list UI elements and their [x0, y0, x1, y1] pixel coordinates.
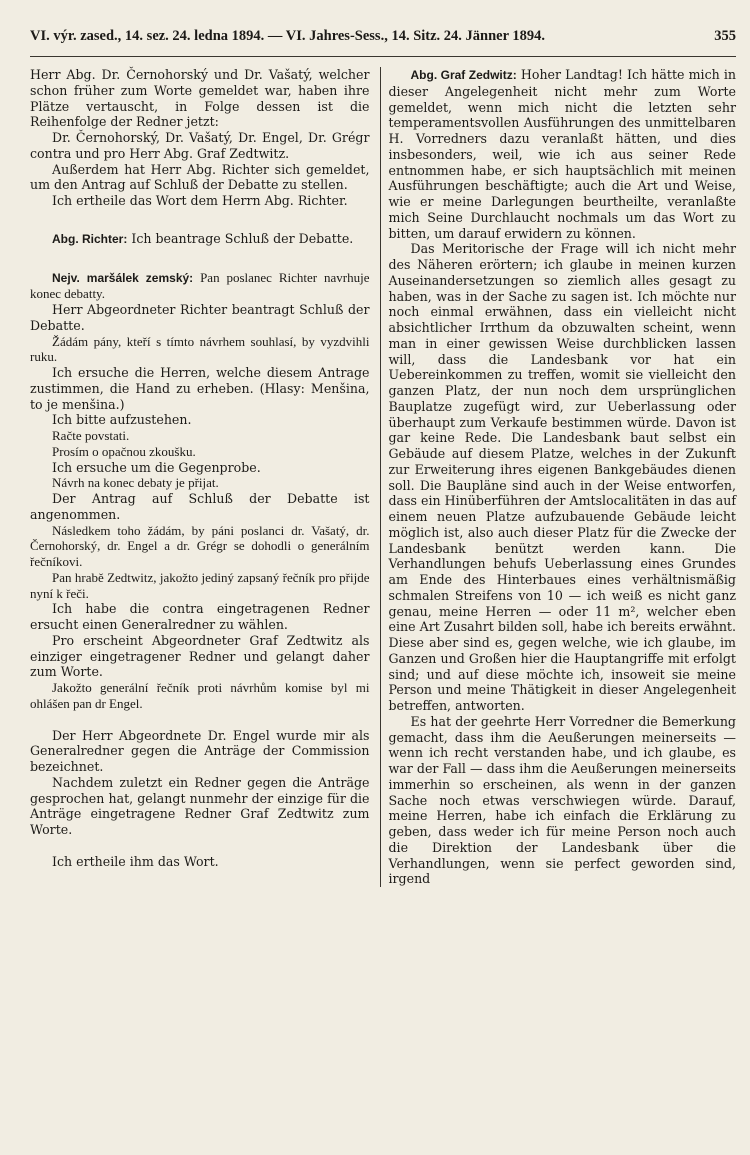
paragraph: Pan hrabě Zedtwitz, jakožto jediný zapsaný řečník pro přijde nyní k řeči. — [30, 569, 370, 601]
paragraph: Ich ertheile ihm das Wort. — [52, 853, 219, 869]
paragraph: Jakožto generální řečník proti návrhům komise byl mi ohlášen pan dr Engel. — [30, 680, 370, 711]
paragraph: Abg. Graf Zedwitz: Hoher Landtag! Ich hätte mich in dieser Angelegenheit nicht mehr zum Worte gemeldet, wenn mich nicht die letzten sehr temperamentsvollen Ausführungen des unmittelbaren H. Vorredners dazu veranlaßt hätten, und dies insbesonders, weil, wie ich aus seiner Rede entnommen habe, er sich hauptsächlich mit meinen Ausführungen beschäftigte; auch die Art und Weise, wie er meine Darlegungen beurtheilte, veranlaßte mich Seine Durchlaucht nochmals um das Wort zu bitten, um darauf erwidern zu können. — [388, 67, 736, 241]
running-header — [30, 28, 736, 50]
paragraph: Der Antrag auf Schluß der Debatte ist angenommen. — [30, 491, 370, 522]
paragraph: Abg. Richter: Ich beantrage Schluß der Debatte. — [52, 230, 354, 246]
speaker-name: Nejv. maršálek zemský: — [52, 270, 194, 285]
speaker-name: Abg. Graf Zedwitz: — [410, 68, 517, 82]
paragraph: Nejv. maršálek zemský: Pan poslanec Richter navrhuje konec debatty. — [30, 269, 370, 302]
paragraph: Dr. Černohorský, Dr. Vašatý, Dr. Engel, Dr. Grégr contra und pro Herr Abg. Graf Zedtwitz. — [30, 130, 370, 161]
paragraph: Das Meritorische der Frage will ich nicht mehr des Näheren erörtern; ich glaube in meinen kurzen Auseinandersetzungen so ziemlich alles gesagt zu haben, was in der Sache zu sagen ist. Ich möchte nur noch einmal erwähnen, dass ein vielleicht nicht absichtlicher Irrthum da obzuwalten scheint, wenn man in einer gewissen Weise durchblicken lassen will, dass die Landesbank vor hat ein Uebereinkommen zu treffen, womit sie vielleicht den ganzen Platz, der nun noch dem ursprünglichen Bauplatze zugefügt wird, zur Ueberlassung oder überhaupt zum Verkaufe bestimmen würde. Davon ist gar keine Rede. Die Landesbank baut selbst ein Gebäude auf diesem Platze, welches in der Zukunft zur Erweiterung ihres eigenen Bankgebäudes dienen soll. Die Baupläne sind auch in der Weise entworfen, dass ein Hinüberführen der Amtslocalitäten in das auf einem neuen Platze aufzubauende Gebäude leicht möglich ist, also auch dieser Platz für die Zwecke der Landesbank benützt werden kann. Die Verhandlungen behufs Ueberlassung eines Grundes am Ende des Hinterbaues eines verhältnismäßig schmalen Streifens von 10 — ich weiß es nicht ganz genau, meine Herren — oder 11 m², welcher eben eine Art Zusahrt bilden soll, habe ich bereits erwähnt. Diese aber sind es, gegen welche, wie ich glaube, im Ganzen und Großen hier die Hauptangriffe mit erfolgt sind; und auf diese möchte ich, insoweit sie meine Person und meine Thätigkeit in dieser Angelegenheit betreffen, antworten. — [388, 241, 736, 713]
paragraph: Außerdem hat Herr Abg. Richter sich gemeldet, um den Antrag auf Schluß der Debatte zu stellen. — [30, 161, 370, 193]
paragraph: Herr Abgeordneter Richter beantragt Schluß der Debatte. — [30, 302, 370, 333]
paragraph: Prosím o opačnou zkoušku. — [52, 443, 196, 459]
paragraph: Ich ersuche die Herren, welche diesem Antrage zustimmen, die Hand zu erheben. (Hlasy: Menšina, to je menšina.) — [30, 365, 370, 412]
paragraph: Der Herr Abgeordnete Dr. Engel wurde mir als Generalredner gegen die Anträge der Commission bezeichnet. — [30, 727, 370, 774]
paragraph: Herr Abg. Dr. Černohorský und Dr. Vašatý, welcher schon früher zum Worte gemeldet war, haben ihre Plätze vertauscht, in Folge dessen ist die Reihenfolge der Redner jetzt: — [30, 67, 370, 130]
text-columns — [30, 67, 736, 887]
paragraph: Návrh na konec debaty je přijat. — [52, 475, 219, 491]
header-title: VI. výr. zased., 14. sez. 24. ledna 1894. — VI. Jahres-Sess., 14. Sitz. 24. Jänner 1894. — [30, 28, 546, 44]
paragraph: Ich ersuche um die Gegenprobe. — [52, 459, 261, 475]
paragraph: Žádám pány, kteří s tímto návrhem souhlasí, by vyzdvihli ruku. — [30, 333, 370, 365]
paragraph: Nachdem zuletzt ein Redner gegen die Anträge gesprochen hat, gelangt nunmehr der einzige für die Anträge eingetragene Redner Graf Zedtwitz zum Worte. — [30, 774, 370, 837]
speaker-name: Abg. Richter: — [52, 231, 128, 246]
paragraph: Následkem toho žádám, by páni poslanci dr. Vašatý, dr. Černohorský, dr. Engel a dr. Grégr se dohodli o generálním řečníkovi. — [30, 522, 370, 569]
page-number: 355 — [714, 28, 736, 44]
paragraph: Es hat der geehrte Herr Vorredner die Bemerkung gemacht, dass ihm die Aeußerungen meinerseits — wenn ich recht verstanden habe, und ich glaube, es war der Fall — dass ihm die Aeußerungen meinerseits immerhin so erscheinen, als wenn in der ganzen Sache noch etwas verschwiegen würde. Darauf, meine Herren, habe ich einfach die Erklärung zu geben, dass weder ich für meine Person noch auch die Direktion der Landesbank über die Verhandlungen, wenn sie perfect geworden sind, irgend — [388, 713, 736, 887]
paragraph: Ich bitte aufzustehen. — [52, 412, 192, 428]
left-column — [30, 67, 380, 887]
header-rule — [30, 56, 736, 57]
paragraph: Pro erscheint Abgeordneter Graf Zedtwitz als einziger eingetragener Redner und gelangt daher zum Worte. — [30, 632, 370, 680]
right-column — [381, 67, 737, 887]
paragraph: Ich ertheile das Wort dem Herrn Abg. Richter. — [52, 193, 348, 208]
paragraph: Ich habe die contra eingetragenen Redner ersucht einen Generalredner zu wählen. — [30, 601, 370, 632]
paragraph: Račte povstati. — [52, 428, 130, 443]
